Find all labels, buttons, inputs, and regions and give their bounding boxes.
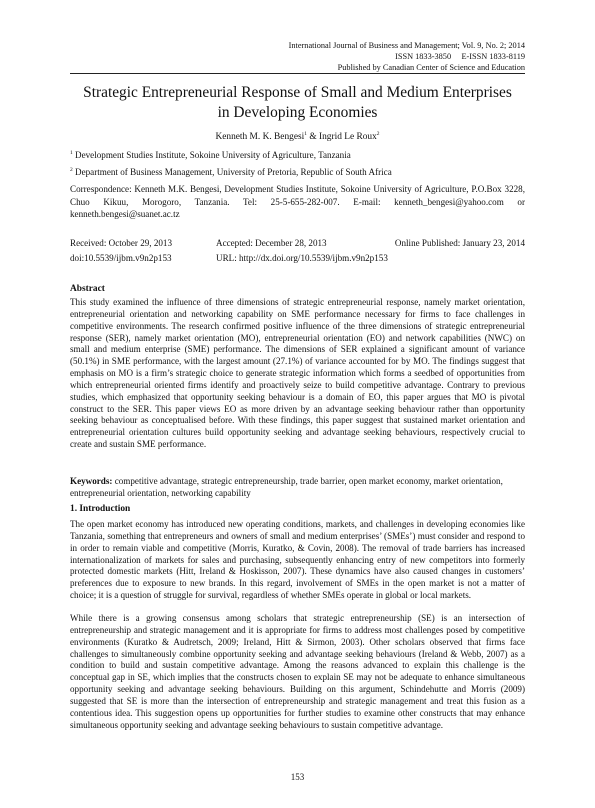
author-2: Ingrid Le Roux <box>318 132 377 143</box>
journal-info: International Journal of Business and Management; Vol. 9, No. 2; 2014 <box>288 41 525 50</box>
introduction-heading: 1. Introduction <box>70 504 131 514</box>
published-date: Online Published: January 23, 2014 <box>394 238 525 248</box>
affiliation-2-sup: 2 <box>70 167 73 173</box>
author-list <box>70 131 525 142</box>
author-2-sup: 2 <box>376 131 380 137</box>
page-number: 153 <box>290 772 305 782</box>
doi: doi:10.5539/ijbm.v9n2p153 <box>70 253 172 263</box>
paper-title <box>60 83 535 122</box>
accepted-date: Accepted: December 28, 2013 <box>216 238 327 248</box>
author-1: Kenneth M. K. Bengesi <box>215 132 305 143</box>
running-header <box>289 40 525 74</box>
correspondence: Correspondence: Kenneth M.K. Bengesi, Development Studies Institute, Sokoine University of Agriculture, P.O.Box 3228, Chuo Kikuu, Morogoro, Tanzania. Tel: 25-5-655-282-007. E-mail: kenneth_bengesi@yahoo.com or kenneth.bengesi@suanet.ac.tz <box>70 184 525 220</box>
title-line-2: in Developing Economies <box>217 103 378 121</box>
affiliation-1 <box>70 147 525 161</box>
header-rule <box>70 73 525 74</box>
title-line-1: Strategic Entrepreneurial Response of Small and Medium Enterprises <box>83 84 512 101</box>
abstract-text: This study examined the influence of three dimensions of strategic entrepreneurial response, namely market orientation, entrepreneurial orientation and networking capability on SME performance necessary for firms to face challenges in competitive environments. The research confirmed positive influence of the three dimensions of strategic entrepreneurial response (SER), namely market orientation (MO), entrepreneurial orientation (EO) and network capabilities (NWC) on small and medium enterprise (SME) performance. The dimensions of SER explained a significant amount of variance (50.1%) in SME performance, with the largest amount (27.1%) of variance accounted for by MO. The findings suggest that emphasis on MO is a firm’s strategic choice to generate strategic information which forms a seedbed of opportunities from which entrepreneurial oriented firms identify and proactively seize to build competitive advantage. Contrary to previous studies, which emphasized that opportunity seeking behaviour is a domain of EO, this paper argues that MO is pivotal construct to the SER. This paper views EO as more driven by an advantage seeking behaviour rather than opportunity seeking behaviour as conceptualised before. With these findings, this paper suggest that sustained market orientation and entrepreneurial orientation cultures build opportunity seeking and advantage seeking behaviours, respectively crucial to create and sustain SME performance. <box>70 297 525 450</box>
author-1-sup: 1 <box>304 131 307 137</box>
keywords-label: Keywords: <box>70 476 113 486</box>
affiliation-1-sup: 1 <box>70 150 73 156</box>
author-separator: & <box>307 132 319 143</box>
affiliation-2-text: Department of Business Management, University of Pretoria, Republic of South Africa <box>75 167 392 178</box>
affiliation-1-text: Development Studies Institute, Sokoine University of Agriculture, Tanzania <box>75 150 351 161</box>
publisher-info: Published by Canadian Center of Science and Education <box>337 63 525 73</box>
issn-info: ISSN 1833-3850 E-ISSN 1833-8119 <box>395 52 525 62</box>
introduction-paragraph-1: The open market economy has introduced new operating conditions, markets, and challenges in developing economies like Tanzania, something that entrepreneurs and owners of small and medium enterprises’ (SMEs’) must consider and respond to in order to remain viable and competitive (Morris, Kuratko, & Covin, 2008). The removal of trade barriers has increased internationalization of markets for sales and purchasing, subsequently enhancing entry of new competitors into formerly protected domestic markets (Hitt, Ireland & Hoskisson, 2007). These dynamics have also caused changes in customers’ preferences due to exposure to new brands. In this regard, involvement of SMEs in the open market is not a matter of choice; it is a question of struggle for survival, regardless of whether SMEs operate in global or local markets. <box>70 519 525 601</box>
abstract-heading: Abstract <box>70 284 105 294</box>
introduction-paragraph-2: While there is a growing consensus among scholars that strategic entrepreneurship (SE) is an intersection of entrepreneurship and strategic management and it is appropriate for firms to address most challenges posed by competitive environments (Kuratko & Audretsch, 2009; Ireland, Hitt & Sirmon, 2003). Other scholars observed that firms face challenges to simultaneously combine opportunity seeking and advantage seeking behaviours (Ireland & Webb, 2007) as a condition to build and sustain competitive advantage. Among the reasons advanced to explain this challenge is the conceptual gap in SE, which implies that the constructs chosen to explain SE may not be adequate to enhance simultaneous opportunity seeking and advantage seeking behaviours. Building on this argument, Schindehutte and Morris (2009) suggested that SE is more than the intersection of entrepreneurship and strategic management and treat this fusion as a contentious idea. This suggestion opens up opportunities for further studies to examine other constructs that may enhance simultaneous opportunity seeking and advantage seeking behaviours to sustain competitive advantage. <box>70 613 525 730</box>
keywords-text: competitive advantage, strategic entrepreneurship, trade barrier, open market economy, market orientation, entrepreneurial orientation, networking capability <box>70 476 503 498</box>
doi-url[interactable]: URL: http://dx.doi.org/10.5539/ijbm.v9n2p153 <box>216 253 388 263</box>
affiliation-2 <box>70 164 525 178</box>
received-date: Received: October 29, 2013 <box>70 238 173 248</box>
keywords <box>70 476 525 500</box>
